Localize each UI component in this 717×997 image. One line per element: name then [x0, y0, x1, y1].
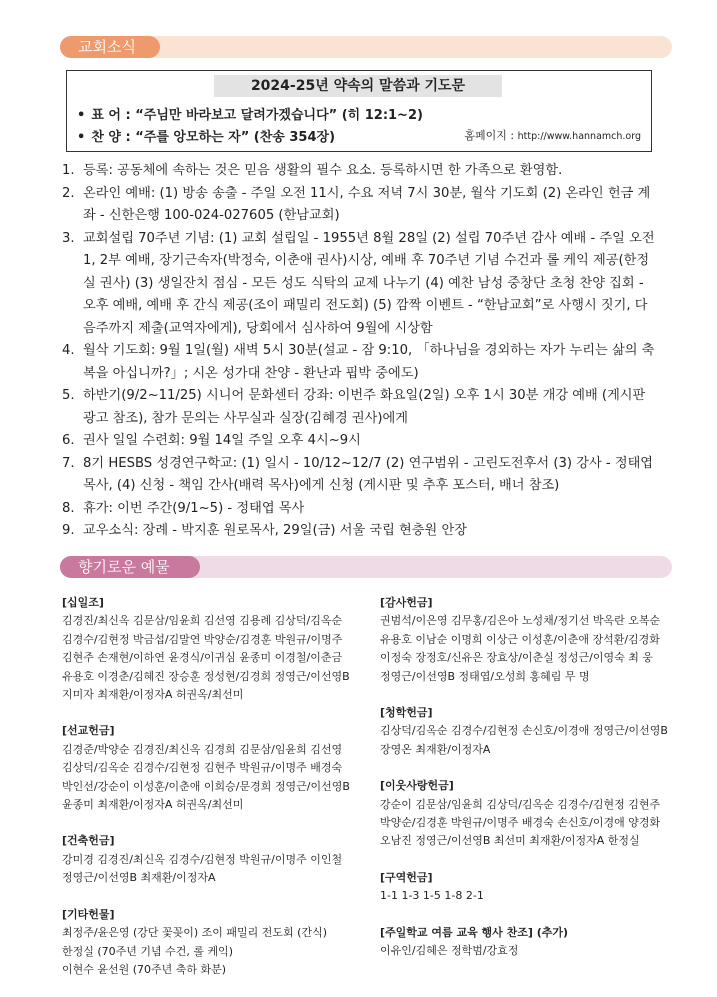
- section-header-offerings: [60, 556, 672, 578]
- bullet: •: [77, 108, 86, 123]
- news-text: 휴가: 이번 주간(9/1~5) - 정태엽 목사: [83, 500, 305, 516]
- news-text: 하반기(9/2~11/25) 시니어 문화센터 강좌: 이번주 화요일(2일) 오후 1시 30분 개강 예배 (게시판 광고 참조), 참가 문의는 사무실과 실장(김혜경 권사)에게: [83, 388, 646, 426]
- news-text: 교우소식: 장례 - 박지훈 원로목사, 29일(금) 서울 국립 현충원 안장: [83, 523, 467, 538]
- homepage-url[interactable]: http://www.hannamch.org: [517, 131, 641, 142]
- offering-line: 박양순/김경훈 박원규/이명주 배경숙 손신호/이경애 양경화: [380, 816, 661, 830]
- homepage: [464, 127, 641, 143]
- news-number: 7.: [62, 455, 75, 471]
- offering-group-title: [주일학교 여름 교육 행사 찬조] (추가): [380, 925, 569, 939]
- offering-group-title: [건축헌금]: [62, 834, 115, 848]
- news-item: [62, 453, 660, 498]
- motto-line: [77, 104, 423, 123]
- bullet: •: [77, 130, 86, 145]
- news-item: [62, 385, 660, 430]
- offering-line: 장영온 최재환/이정자A: [380, 742, 491, 756]
- offering-line: 이유인/김혜은 정학범/강효정: [380, 944, 519, 958]
- news-item: [62, 430, 660, 453]
- news-text: 온라인 예배: (1) 방송 송출 - 주일 오전 11시, 수요 저녁 7시 30분, 월삭 기도회 (2) 온라인 헌금 계좌 - 신한은행 100-024-027605 (한남교회): [83, 185, 651, 223]
- news-text: 8기 HESBS 성경연구학교: (1) 일시 - 10/12~12/7 (2) 연구범위 - 고린도전후서 (3) 강사 - 정태엽 목사, (4) 신청 - 책임 간사(배력 목사)에게 신청 (게시판 및 추후 포스터, 배너 참조): [83, 455, 654, 493]
- offerings-left-column: [62, 594, 362, 997]
- offering-group-building: [62, 832, 362, 887]
- news-number: 2.: [62, 185, 75, 201]
- section-title: 교회소식: [60, 36, 160, 58]
- offering-group-scholarship: [380, 704, 680, 759]
- news-number: 5.: [62, 388, 75, 403]
- offering-line: 한정실 (70주년 기념 수건, 롤 케익): [62, 944, 234, 958]
- news-number: 4.: [62, 343, 75, 358]
- news-item: [62, 183, 660, 228]
- verse-title: 2024-25년 약속의 말씀과 기도문: [214, 75, 502, 97]
- offering-line: 최정주/윤은영 (강단 꽃꽂이) 조이 패밀리 전도회 (간식): [62, 926, 327, 940]
- offering-line: 오남진 정영근/이선영B 최선미 최재환/이정자A 한정실: [380, 834, 640, 848]
- offering-line: 김경준/박양순 김경진/최신옥 김경희 김문삼/임윤희 김선영: [62, 742, 343, 756]
- news-number: 6.: [62, 433, 75, 448]
- offering-line: 정영근/이선영B 정태엽/오성희 홍혜림 무 명: [380, 669, 590, 683]
- news-item: [62, 228, 660, 341]
- offering-group-title: [십일조]: [62, 596, 104, 609]
- offering-line: 김경수/김현정 박금섭/김말연 박양순/김경훈 박원규/이명주: [62, 632, 343, 646]
- offering-group-neighbor-love: [380, 777, 680, 851]
- offering-group-district: [380, 869, 680, 906]
- offering-group-title: [선교헌금]: [62, 724, 115, 738]
- offering-group-thanksgiving: [380, 594, 680, 686]
- offering-group-tithe: [62, 594, 362, 704]
- offering-line: 유용호 이경춘/김혜진 장승훈 정성현/김경희 정영근/이선영B: [62, 669, 350, 683]
- news-list: [62, 160, 660, 543]
- verse-box: [66, 70, 652, 152]
- offering-line: 박인선/강순이 이성훈/이춘애 이희승/문경희 정영근/이선영B: [62, 779, 350, 793]
- offerings-right-column: [380, 594, 680, 979]
- news-number: 8.: [62, 500, 75, 516]
- motto-text: “주님만 바라보고 달려가겠습니다” (히 12:1~2): [135, 108, 423, 123]
- offering-group-sunday-school: [380, 924, 680, 961]
- offering-line: 김현주 손재현/이하연 윤경식/이귀심 윤종미 이경철/이춘금: [62, 651, 343, 665]
- motto-label: 표 어 :: [91, 108, 131, 123]
- offering-line: 강미경 김경진/최신옥 김경수/김현정 박원규/이명주 이인철: [62, 852, 343, 866]
- offering-group-title: [감사헌금]: [380, 596, 433, 609]
- news-text: 권사 일일 수련회: 9월 14일 주일 오후 4시~9시: [83, 433, 361, 448]
- offering-group-mission: [62, 722, 362, 814]
- news-item: [62, 340, 660, 385]
- offering-group-title: [구역헌금]: [380, 870, 433, 884]
- offering-line: 강순이 김문삼/임윤희 김상덕/김옥순 김경수/김현정 김현주: [380, 797, 661, 811]
- offering-line: 이정숙 장정호/신유은 장효상/이춘실 정성근/이영숙 최 웅: [380, 651, 653, 665]
- offering-line: 김상덕/김옥순 김경수/김현정 김현주 박원규/이명주 배경숙: [62, 761, 343, 775]
- news-number: 1.: [62, 163, 75, 178]
- offering-group-other: [62, 906, 362, 980]
- hymn-text: “주를 앙모하는 자” (찬송 354장): [135, 130, 336, 145]
- offering-line: 정영근/이선영B 최재환/이정자A: [62, 871, 216, 885]
- hymn-line: [77, 126, 335, 145]
- offering-line: 김경진/최신옥 김문삼/임윤희 김선영 김용례 김상덕/김옥순: [62, 614, 343, 628]
- offering-line: 김상덕/김옥순 김경수/김현정 손신호/이경애 정영근/이선영B: [380, 724, 668, 738]
- news-item: [62, 520, 660, 543]
- section-title: 향기로운 예물: [60, 556, 200, 578]
- offering-group-title: [기타헌물]: [62, 907, 115, 921]
- offering-line: 윤종미 최재환/이정자A 허권옥/최선미: [62, 798, 244, 812]
- hymn-label: 찬 양 :: [91, 130, 131, 145]
- offering-line: 1-1 1-3 1-5 1-8 2-1: [380, 889, 484, 903]
- news-text: 등록: 공동체에 속하는 것은 믿음 생활의 필수 요소. 등록하시면 한 가족으로 환영함.: [83, 163, 563, 178]
- offering-group-title: [이웃사랑헌금]: [380, 779, 454, 793]
- news-item: [62, 160, 660, 183]
- offering-line: 권범석/이은영 김무홍/김은아 노성채/정기선 박옥란 오복순: [380, 614, 661, 628]
- news-item: [62, 498, 660, 521]
- section-header-church-news: [60, 36, 672, 58]
- homepage-label: 홈페이지 :: [464, 129, 515, 142]
- news-text: 교회설립 70주년 기념: (1) 교회 설립일 - 1955년 8월 28일 (2) 설립 70주년 감사 예배 - 주일 오전 1, 2부 예배, 장기근속자(박정숙, 이춘애 권사)시상, 예배 후 70주년 기념 수건과 롤 케익 제공(한정실 권사) (3) 생일잔치 점심 - 모든 성도 식탁의 교제 나누기 (4) 예찬 남성 중창단 초청 찬양 집회 - 오후 예배, 예배 후 간식 제공(조이 패밀리 전도회) (5) 깜짝 이벤트 - “한남교회”로 사행시 짓기, 다음주까지 제출(교역자에게), 당회에서 심사하여 9월에 시상함: [83, 230, 655, 336]
- offering-line: 지미자 최재환/이정자A 허권옥/최선미: [62, 688, 244, 702]
- news-number: 3.: [62, 230, 75, 246]
- offering-line: 이현수 윤선원 (70주년 축하 화분): [62, 962, 227, 976]
- news-text: 월삭 기도회: 9월 1일(월) 새벽 5시 30분(설교 - 잠 9:10, 「하나님을 경외하는 자가 누리는 삶의 축복을 아십니까?」; 시온 성가대 찬양 - 환난과 핍박 중에도): [83, 343, 655, 381]
- news-number: 9.: [62, 523, 75, 538]
- offering-group-title: [청학헌금]: [380, 706, 433, 720]
- offering-line: 유용호 이남순 이명희 이상근 이성훈/이춘애 장석환/김경화: [380, 632, 660, 646]
